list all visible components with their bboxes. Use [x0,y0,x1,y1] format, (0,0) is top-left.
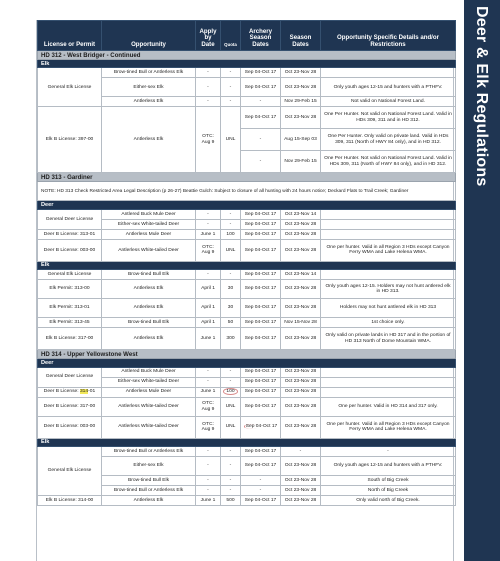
archery-cell: Sep 04-Oct 17 [241,496,281,506]
archery-cell: Sep 04-Oct 17 [241,239,281,261]
col-header-quota: Quota [221,21,241,51]
quota-cell: - [221,457,241,476]
opportunity-cell: Antlerless Mule Deer [102,387,196,397]
season-cell: Oct 23-Nov 28 [281,377,321,387]
opportunity-cell: Antlerless Elk [102,328,196,350]
species-header-row [38,60,456,68]
license-cell: Elk B License: 314-00 [38,496,102,506]
season-cell: Oct 23-Nov 28 [281,78,321,97]
quota-cell: - [221,97,241,107]
table-row [38,209,456,219]
opportunity-cell: Antlerless Elk [102,496,196,506]
quota-cell: 30 [221,280,241,299]
archery-cell: Sep 04-Oct 17 [241,219,281,229]
opportunity-cell: Antlerless Elk [102,280,196,299]
species-header-row [38,261,456,269]
season-cell: Oct 23-Nov 14 [281,270,321,280]
quota-cell: - [221,219,241,229]
opportunity-cell: Antlerless Elk [102,97,196,107]
species-header-row [38,438,456,446]
quota-cell: 300 [221,328,241,350]
opportunity-cell: Antlerless White-tailed Deer [102,416,196,438]
regulations-page [36,20,454,561]
opportunity-cell: Brow-tined Bull or Antlerless Elk [102,68,196,78]
details-cell [321,219,456,229]
license-cell: General Deer License [38,367,102,387]
apply-cell: - [196,367,221,377]
season-cell: - [281,447,321,457]
quota-cell: 100 [221,229,241,239]
archery-cell: Sep 04-Oct 17 [241,229,281,239]
table-row [38,447,456,457]
archery-cell: Sep 04-Oct 17 [241,397,281,416]
apply-cell: - [196,486,221,496]
col-header-details: Opportunity Specific Details and/or Restrictions [321,21,456,51]
details-cell: One per hunter. Valid in all Region 3 HDs except Canyon Ferry WMA and Lake Helena WMA. [321,416,456,438]
license-cell: Deer B License: 003-00 [38,416,102,438]
col-header-apply-by: Apply by Date [196,21,221,51]
apply-cell: - [196,270,221,280]
species-header-row [38,359,456,367]
season-cell: Oct 23-Nov 28 [281,387,321,397]
archery-cell: - [241,97,281,107]
table-row [38,416,456,438]
district-title: HD 314 - Upper Yellowstone West [38,350,456,359]
apply-cell: - [196,377,221,387]
opportunity-cell: Brow-tined Bull or Antlerless Elk [102,447,196,457]
season-cell: Oct 23-Nov 28 [281,219,321,229]
quota-cell: - [221,476,241,486]
opportunity-cell: Antlerless Elk [102,107,196,173]
archery-cell: Sep 04-Oct 17 [241,209,281,219]
regulations-table [37,20,456,506]
table-row [38,367,456,377]
apply-cell: - [196,219,221,229]
species-label: Elk [38,261,456,269]
season-cell: Oct 23-Nov 28 [281,496,321,506]
quota-cell: - [221,78,241,97]
district-title: HD 313 - Gardiner [38,173,456,182]
opportunity-cell: Antlerless White-tailed Deer [102,239,196,261]
archery-cell: Sep 04-Oct 17 [241,299,281,318]
details-cell: Only youth ages 12-15. Holders may not hunt antlered elk in HD 313. [321,280,456,299]
district-header-row [38,51,456,60]
side-banner-title: Deer & Elk Regulations [473,6,490,187]
apply-cell: June 1 [196,387,221,397]
details-cell [321,209,456,219]
apply-cell: April 1 [196,318,221,328]
quota-cell: - [221,367,241,377]
season-cell: Oct 23-Nov 28 [281,416,321,438]
table-row [38,387,456,397]
details-cell [321,377,456,387]
species-label: Deer [38,359,456,367]
details-cell: One per hunter. Valid in all Region 3 HDs except Canyon Ferry WMA and Lake Helena WMA. [321,239,456,261]
license-cell: Elk Permit: 313-00 [38,280,102,299]
highlighted-district-number: 314 [79,389,89,395]
archery-cell: Sep 04-Oct 17 [241,367,281,377]
details-cell: One Per Hunter. Only valid on private land. Valid in HDs 309, 311 (North of HWY 84 only), and in HD 312. [321,129,456,151]
archery-cell: - [241,129,281,151]
details-cell: North of Big Creek [321,486,456,496]
details-cell [321,229,456,239]
season-cell: Oct 23-Nov 28 [281,476,321,486]
species-label: Deer [38,201,456,209]
opportunity-cell: Antlerless Elk [102,299,196,318]
col-header-archery: Archery Season Dates [241,21,281,51]
apply-cell: OTC: Aug 9 [196,416,221,438]
col-header-season: Season Dates [281,21,321,51]
district-note-row [38,182,456,201]
species-label: Elk [38,438,456,446]
details-cell: South of Big Creek [321,476,456,486]
opportunity-cell: Antlerless White-tailed Deer [102,397,196,416]
license-suffix: -01 [88,389,96,395]
district-title: HD 312 - West Bridger - Continued [38,51,456,60]
details-cell [321,270,456,280]
season-cell: Nov 29-Feb 15 [281,151,321,173]
details-cell: Not valid on National Forest Land. [321,97,456,107]
apply-cell: June 1 [196,496,221,506]
season-cell: Oct 23-Nov 28 [281,367,321,377]
quota-cell: UNL [221,397,241,416]
table-row [38,397,456,416]
apply-cell: - [196,78,221,97]
apply-cell: - [196,457,221,476]
license-cell [38,387,102,397]
quota-cell: 30 [221,299,241,318]
archery-cell: Sep 04-Oct 17 [241,107,281,129]
apply-cell: - [196,68,221,78]
table-row [38,107,456,129]
quota-cell: UNL [221,107,241,173]
quota-cell: - [221,209,241,219]
license-cell: Elk Permit: 313-45 [38,318,102,328]
apply-cell: June 1 [196,229,221,239]
license-cell: General Elk License [38,270,102,280]
quota-cell: UNL [221,416,241,438]
license-cell: Elk Permit: 313-01 [38,299,102,318]
opportunity-cell: Either-sex Elk [102,78,196,97]
season-cell: Oct 23-Nov 28 [281,280,321,299]
license-text: Deer B License: [43,389,80,395]
opportunity-cell: Brow-tined Bull Elk [102,318,196,328]
license-cell: Elk B License: 317-00 [38,328,102,350]
details-cell: One Per Hunter. Not valid on National Forest Land. Valid in HDs 309, 311 (North of HWY 84 only), and in HD 312. [321,151,456,173]
quota-cell: - [221,447,241,457]
details-cell: One Per Hunter. Not valid on National Forest Land. Valid in HDs 309, 311 and in HD 312. [321,107,456,129]
apply-cell: - [196,209,221,219]
apply-cell: OTC: Aug 9 [196,239,221,261]
season-cell: Oct 23-Nov 28 [281,328,321,350]
apply-cell: - [196,476,221,486]
table-row [38,299,456,318]
circled-quota: 100 [223,388,237,395]
annotated-archery-dates: Sep 04-Oct 17 [245,424,278,430]
col-header-opportunity: Opportunity [102,21,196,51]
license-cell: General Deer License [38,209,102,229]
archery-cell: Sep 04-Oct 17 [241,387,281,397]
table-row [38,318,456,328]
species-header-row [38,201,456,209]
table-row [38,270,456,280]
opportunity-cell: Either-sex Elk [102,457,196,476]
license-cell: Deer B License: 317-00 [38,397,102,416]
quota-cell: UNL [221,239,241,261]
opportunity-cell: Brow-tined Bull or Antlerless Elk [102,486,196,496]
table-header-row [38,21,456,51]
details-cell: Holders may not hunt antlered elk in HD 313 [321,299,456,318]
archery-cell: Sep 04-Oct 17 [241,280,281,299]
season-cell: Oct 23-Nov 28 [281,486,321,496]
license-cell: General Elk License [38,447,102,496]
quota-cell: - [221,377,241,387]
season-cell: Oct 23-Nov 28 [281,239,321,261]
table-row [38,496,456,506]
season-cell: Nov 15-Nov 28 [281,318,321,328]
quota-cell [221,387,241,397]
opportunity-cell: Brow-tined Bull Elk [102,270,196,280]
details-cell [321,68,456,78]
details-cell: Only valid north of Big Creek. [321,496,456,506]
opportunity-cell: Either-sex White-tailed Deer [102,219,196,229]
archery-cell: - [241,476,281,486]
quota-cell: - [221,486,241,496]
apply-cell: - [196,97,221,107]
apply-cell: April 1 [196,299,221,318]
details-cell: Only youth ages 12-15 and hunters with a PTHFV. [321,457,456,476]
season-cell: Oct 23-Nov 28 [281,107,321,129]
opportunity-cell: Antlered Buck Mule Deer [102,367,196,377]
season-cell: Oct 23-Nov 28 [281,68,321,78]
archery-cell: Sep 04-Oct 17 [241,328,281,350]
details-cell: Only youth ages 12-15 and hunters with a PTHFV. [321,78,456,97]
archery-cell: - [241,486,281,496]
table-row [38,239,456,261]
details-cell: One per hunter. Valid in HD 314 and 317 only. [321,397,456,416]
archery-cell: Sep 04-Oct 17 [241,457,281,476]
season-cell: Aug 15-Sep 03 [281,129,321,151]
apply-cell: OTC: Aug 9 [196,107,221,173]
table-row [38,229,456,239]
details-cell: 1st choice only. [321,318,456,328]
archery-cell: - [241,151,281,173]
table-row [38,280,456,299]
season-cell: Nov 29-Feb 15 [281,97,321,107]
district-header-row [38,173,456,182]
col-header-license: License or Permit [38,21,102,51]
license-cell: Deer B License: 003-00 [38,239,102,261]
season-cell: Oct 23-Nov 28 [281,299,321,318]
details-cell: Only valid on private lands in HD 317 and in the portion of HD 313 North of Dome Mountain WMA. [321,328,456,350]
quota-cell: - [221,68,241,78]
season-cell: Oct 23-Nov 28 [281,457,321,476]
archery-cell: Sep 04-Oct 17 [241,447,281,457]
details-cell: - [321,447,456,457]
quota-cell: 50 [221,318,241,328]
archery-cell: Sep 04-Oct 17 [241,318,281,328]
species-label: Elk [38,60,456,68]
license-cell: General Elk License [38,68,102,107]
opportunity-cell: Antlered Buck Mule Deer [102,209,196,219]
archery-cell: Sep 04-Oct 17 [241,78,281,97]
archery-cell: Sep 04-Oct 17 [241,68,281,78]
table-row [38,328,456,350]
table-row [38,68,456,78]
season-cell: Oct 23-Nov 14 [281,209,321,219]
opportunity-cell: Either-sex White-tailed Deer [102,377,196,387]
season-cell: Oct 23-Nov 28 [281,229,321,239]
quota-cell: - [221,270,241,280]
archery-cell: Sep 04-Oct 17 [241,270,281,280]
license-cell: Elk B License: 397-00 [38,107,102,173]
season-cell: Oct 23-Nov 28 [281,397,321,416]
license-cell: Deer B License: 313-01 [38,229,102,239]
apply-cell: - [196,447,221,457]
district-header-row [38,350,456,359]
side-banner [464,0,500,561]
details-cell [321,387,456,397]
district-note: NOTE: HD 313 Check Restricted Area Legal Description (p 26-27) Beattie Gulch: Subject to closure of all hunting with 24 hours notice; Deckard Flats to Trail Creek; Gardiner [38,182,456,201]
apply-cell: OTC: Aug 9 [196,397,221,416]
quota-cell: 500 [221,496,241,506]
opportunity-cell: Brow-tined Bull Elk [102,476,196,486]
archery-cell: Sep 04-Oct 17 [241,377,281,387]
apply-cell: June 1 [196,328,221,350]
details-cell [321,367,456,377]
opportunity-cell: Antlerless Mule Deer [102,229,196,239]
apply-cell: April 1 [196,280,221,299]
archery-cell [241,416,281,438]
